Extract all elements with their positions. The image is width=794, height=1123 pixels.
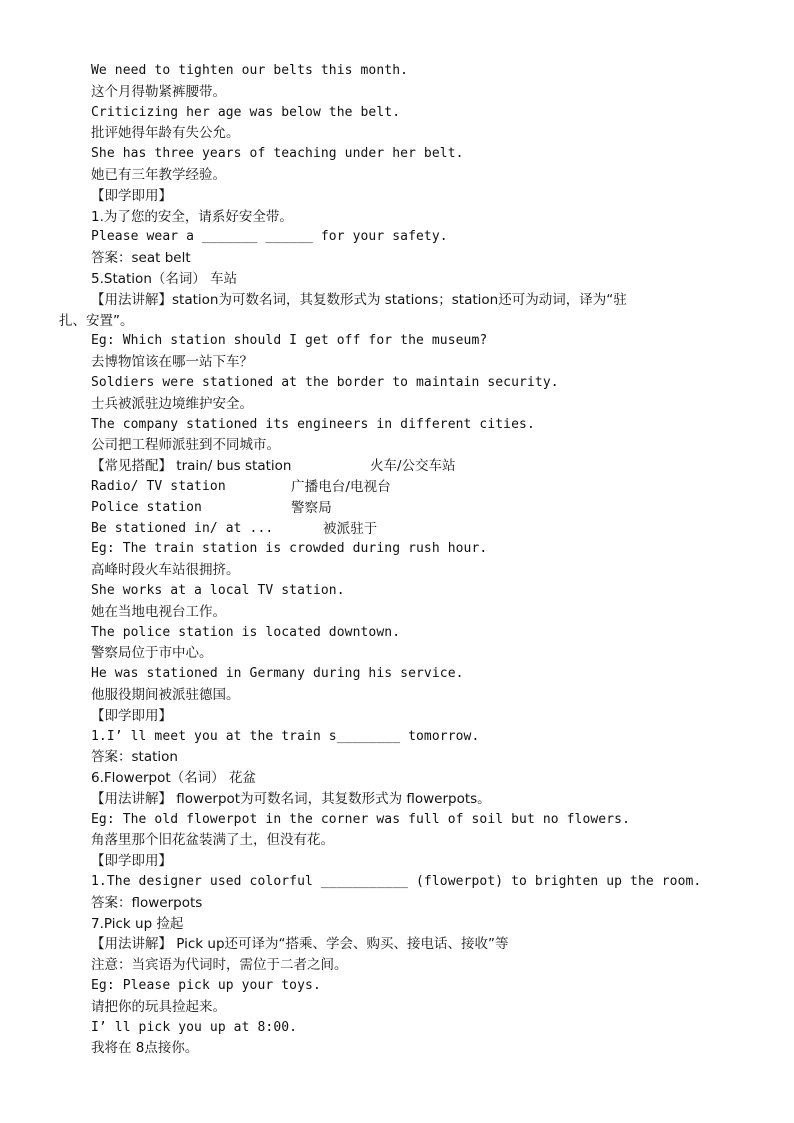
text-line-content: Eg: The train station is crowded during rush hour. — [91, 541, 488, 557]
text-line — [0, 810, 794, 831]
text-line-content: 7.Pick up 捡起 — [91, 915, 184, 932]
text-line — [0, 477, 794, 498]
text-line — [0, 186, 794, 207]
text-line-content: 我将在 8点接你。 — [91, 1040, 199, 1057]
text-line — [0, 331, 794, 352]
text-line — [0, 914, 794, 935]
text-line — [0, 623, 794, 644]
text-line — [0, 1018, 794, 1039]
text-line-content: He was stationed in Germany during his service. — [91, 666, 464, 682]
text-line-content: The police station is located downtown. — [91, 624, 401, 640]
text-line-content: 高峰时段火车站很拥挤。 — [91, 562, 240, 579]
text-line-content: Be stationed in/ at ... — [91, 520, 274, 536]
text-line-content: 他服役期间被派驻德国。 — [91, 686, 240, 703]
text-line-content: 角落里那个旧花盆装满了土，但没有花。 — [91, 832, 334, 849]
text-line-content: 答案：station — [91, 749, 178, 766]
text-line-content: 答案：flowerpots — [91, 894, 203, 911]
text-line-content: Police station — [91, 499, 202, 515]
text-line-content: We need to tighten our belts this month. — [91, 63, 409, 78]
text-line — [0, 207, 794, 228]
text-line — [0, 498, 794, 519]
text-line — [0, 227, 794, 248]
text-line — [0, 290, 794, 311]
text-line-content: 扎、安置”。 — [59, 312, 134, 329]
translation-column: 警察局 — [291, 499, 332, 516]
text-line-content: 【用法讲解】 Pick up还可译为“搭乘、学会、购买、接电话、接收”等 — [91, 936, 509, 953]
text-line-content: 5.Station（名词） 车站 — [91, 270, 238, 287]
text-line — [0, 976, 794, 997]
text-line — [0, 394, 794, 415]
text-line — [0, 851, 794, 872]
text-line — [0, 352, 794, 373]
text-line — [0, 768, 794, 789]
text-line-content: I’ ll pick you up at 8:00. — [91, 1019, 298, 1035]
text-line-content: 【即学即用】 — [91, 853, 172, 870]
text-line-content: Eg: Which station should I get off for the museum? — [91, 333, 488, 349]
text-line — [0, 747, 794, 768]
text-line-content: 公司把工程师派驻到不同城市。 — [91, 437, 280, 454]
text-line — [0, 830, 794, 851]
text-line-content: Please wear a _______ ______ for your safety. — [91, 229, 448, 245]
text-line — [0, 1038, 794, 1059]
translation-column: 广播电台/电视台 — [291, 478, 391, 495]
text-line — [0, 103, 794, 124]
translation-column: 火车/公交车站 — [370, 458, 456, 475]
text-line-content: 这个月得勒紧裤腰带。 — [91, 83, 226, 100]
text-line-content: Eg: Please pick up your toys. — [91, 978, 321, 994]
text-line — [0, 435, 794, 456]
text-line-content: 1.I’ ll meet you at the train s________ tomorrow. — [91, 728, 480, 744]
text-line — [0, 727, 794, 748]
translation-column: 被派驻于 — [323, 520, 378, 537]
text-line-content: 她在当地电视台工作。 — [91, 603, 226, 620]
text-line-content: 警察局位于市中心。 — [91, 645, 213, 662]
text-line-content: 【用法讲解】 flowerpot为可数名词，其复数形式为 flowerpots。 — [91, 790, 491, 807]
text-line — [0, 706, 794, 727]
text-line — [0, 165, 794, 186]
text-line-content: Radio/ TV station — [91, 478, 226, 494]
text-line-content: 1.The designer used colorful ___________ (flowerpot) to brighten up the room. — [91, 874, 702, 890]
text-line-content: 注意：当宾语为代词时，需位于二者之间。 — [91, 957, 348, 974]
text-line-content: Criticizing her age was below the belt. — [91, 104, 401, 120]
text-line-content: 答案：seat belt — [91, 250, 191, 267]
text-line-content: 去博物馆该在哪一站下车？ — [91, 354, 253, 371]
text-line-content: 【即学即用】 — [91, 707, 172, 724]
text-line-content: 1.为了您的安全，请系好安全带。 — [91, 208, 293, 225]
text-line-content: 【用法讲解】station为可数名词，其复数形式为 stations；station还可为动词，译为“驻 — [91, 291, 627, 308]
text-line-content: 她已有三年教学经验。 — [91, 166, 226, 183]
text-line — [0, 373, 794, 394]
text-line-content: 6.Flowerpot（名词） 花盆 — [91, 770, 256, 787]
text-line — [0, 581, 794, 602]
text-line — [0, 519, 794, 540]
text-line-content: 士兵被派驻边境维护安全。 — [91, 395, 253, 412]
text-line — [0, 61, 794, 82]
text-line-content: She works at a local TV station. — [91, 582, 345, 598]
text-line — [0, 997, 794, 1018]
text-line — [0, 269, 794, 290]
text-line — [0, 955, 794, 976]
document-body — [0, 61, 794, 1059]
text-line-content: 批评她得年龄有失公允。 — [91, 125, 240, 142]
text-line — [0, 123, 794, 144]
text-line-content: 【常见搭配】 train/ bus station — [91, 458, 292, 475]
text-line — [0, 415, 794, 436]
text-line — [0, 789, 794, 810]
text-line — [0, 664, 794, 685]
text-line-content: Eg: The old flowerpot in the corner was full of soil but no flowers. — [91, 811, 631, 827]
text-line — [0, 82, 794, 103]
text-line — [0, 560, 794, 581]
text-line — [0, 872, 794, 893]
text-line — [0, 934, 794, 955]
text-line — [0, 311, 794, 332]
text-line — [0, 685, 794, 706]
text-line-content: The company stationed its engineers in different cities. — [91, 416, 535, 432]
text-line — [0, 456, 794, 477]
text-line — [0, 893, 794, 914]
text-line-content: 请把你的玩具捡起来。 — [91, 998, 226, 1015]
text-line — [0, 144, 794, 165]
text-line-content: 【即学即用】 — [91, 187, 172, 204]
text-line — [0, 602, 794, 623]
text-line — [0, 643, 794, 664]
text-line-content: Soldiers were stationed at the border to maintain security. — [91, 374, 559, 390]
text-line-content: She has three years of teaching under her belt. — [91, 146, 464, 162]
text-line — [0, 539, 794, 560]
text-line — [0, 248, 794, 269]
